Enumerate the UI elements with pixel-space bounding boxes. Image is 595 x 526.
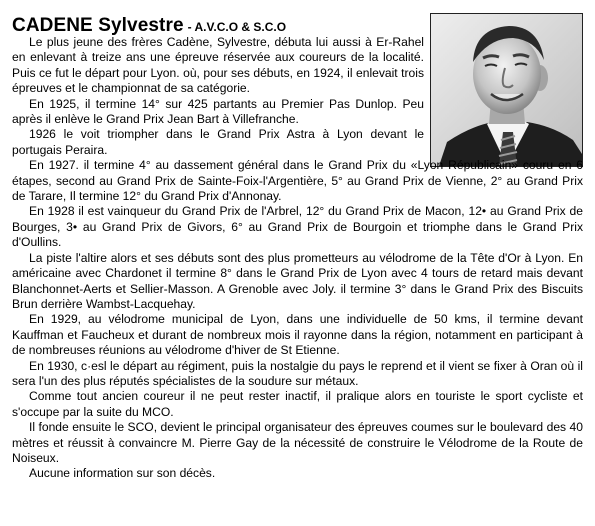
paragraph-7: En 1929, au vélodrome municipal de Lyon, dans une individuelle de 50 kms, il termine devant Kauffman et Faucheux et durant de nombreux mois il rayonne dans la région, notamment en participant à de nombreuses réunions au vélodrome d'hiver de St Etienne. bbox=[12, 312, 583, 358]
paragraph-10: Il fonde ensuite le SCO, devient le principal organisateur des épreuves coumes sur le boulevard des 40 mètres et réussit à convaincre M. Pierre Gay de la nécessité de construire le Vélodrome de la Route de Noiseux. bbox=[12, 420, 583, 465]
paragraph-4: En 1927. il termine 4° au dassement général dans le Grand Prix du «Lyon Républicain» couru en 6 étapes, second au Grand Prix de Sainte-Foix-l'Argentière, 5° au Grand Prix de Vienne, 2° au Grand Prix de Tarare, Il termine 12° du Grand Prix d'Annonay. bbox=[12, 158, 583, 204]
article-body bbox=[12, 35, 583, 482]
paragraph-8: En 1930, c·esl le départ au régiment, puis la nostalgie du pays le reprend et il vient se fixer à Oran où il sera l'un des plus réputés spécialistes de la soudure sur métaux. bbox=[12, 358, 583, 388]
paragraph-3: 1926 le voit triompher dans le Grand Prix Astra à Lyon devant le portugais Peraira. bbox=[12, 127, 424, 157]
paragraph-5: En 1928 il est vainqueur du Grand Prix de l'Arbrel, 12° du Grand Prix de Macon, 12• au Grand Prix de Bourges, 3• au Grand Prix de Givors, 6° au Grand Prix de Bourgoin et triomphe dans le Grand Prix d'Oullins. bbox=[12, 204, 583, 250]
paragraph-11: Aucune information sur son décès. bbox=[29, 466, 216, 481]
paragraph-1: Le plus jeune des frères Cadène, Sylvestre, débuta lui aussi à Er-Rahel en enlevant à treize ans une épreuve réservée aux coureurs de la localité. Puis ce fut le départ pour Lyon. où, pour ses débuts, en 1924, il enlevait trois épreuves et le championnat de sa catégorie. bbox=[12, 35, 424, 96]
club-names: - A.V.C.O & S.C.O bbox=[187, 20, 287, 34]
rider-name: CADENE Sylvestre bbox=[12, 15, 184, 36]
intro-block bbox=[12, 35, 424, 158]
article-title bbox=[12, 9, 286, 38]
paragraph-6: La piste l'altire alors et ses débuts sont des plus prometteurs au vélodrome de la Tête d'Or à Lyon. En américaine avec Chardonet il termine 8° dans le Grand Prix de Lyon avec 4 tours de retard mais devant Blanchonnet-Aerts et Sellier-Masson. A Grenoble avec Joly. il termine 3° dans le Grand Prix des Biscuits Brun derrière Wambst-Lacquehay. bbox=[12, 250, 583, 311]
paragraph-9: Comme tout ancien coureur il ne peut rester inactif, il pralique alors en touriste le sport cycliste et s'occupe par la suite du MCO. bbox=[12, 389, 583, 419]
paragraph-2: En 1925, il termine 14° sur 425 partants au Premier Pas Dunlop. Peu après il enlève le Grand Prix Jean Bart à Villefranche. bbox=[12, 96, 424, 127]
